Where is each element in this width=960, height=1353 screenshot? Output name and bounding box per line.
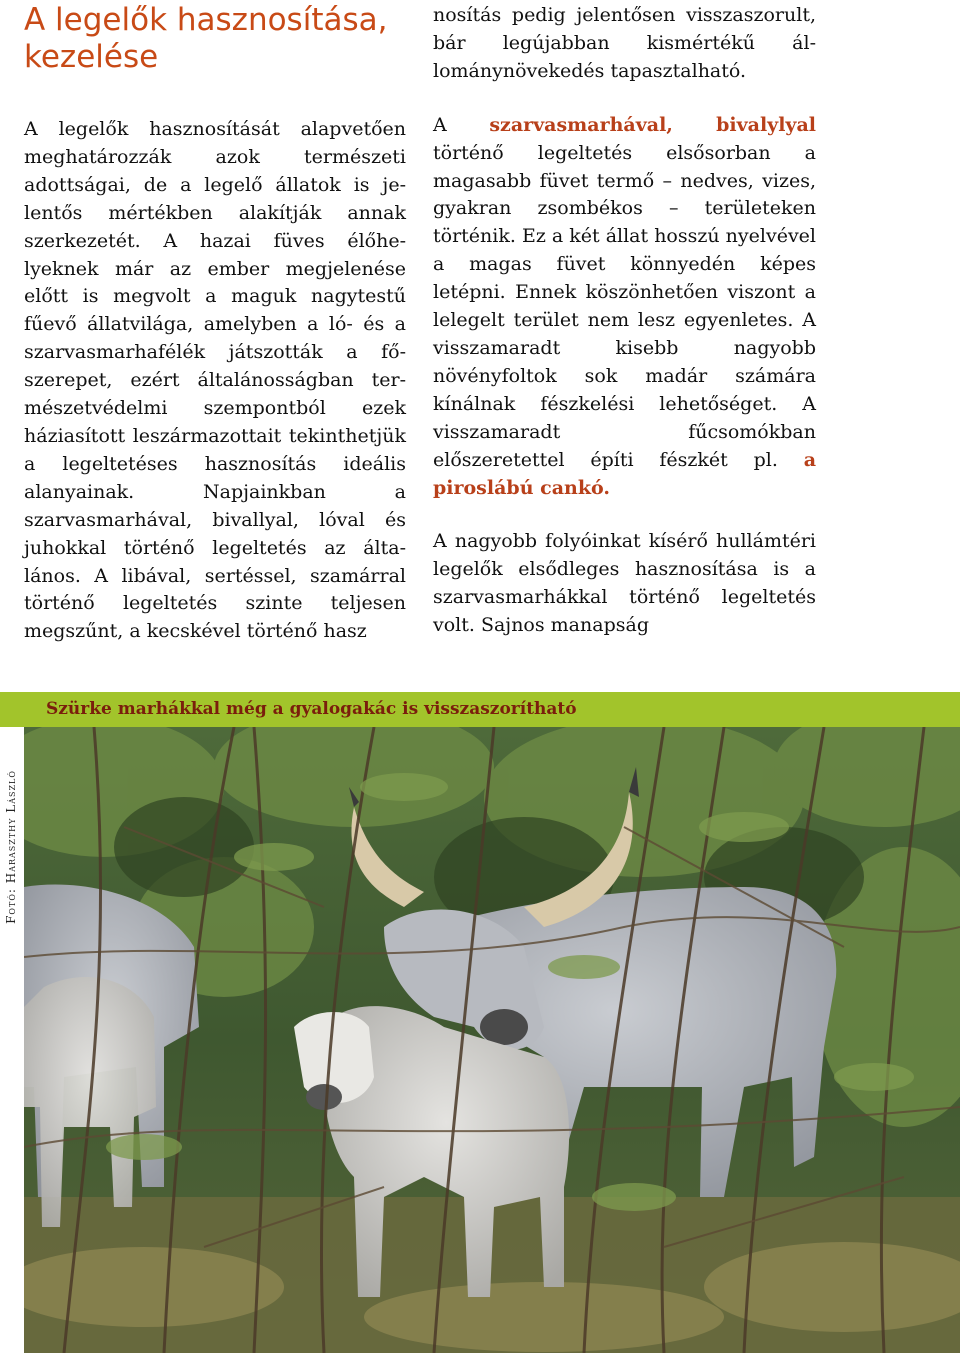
article-title: A legelők hasznosítása, kezelése — [24, 2, 388, 75]
paragraph-lead: A — [433, 113, 490, 136]
photo-credit-text: Fotó: Haraszthy László — [4, 770, 19, 924]
paragraph-body: történő legeltetés elsősorban a magasabb füvet termő – nedves, vizes, gyakran zsombékos – területeken történik. Ez a két állat hosszú nyelvével a magas füvet könnyedén képes letépni. Ennek köszönhetően viszont a lelegelt terület nem lesz egyenletes. A visszamaradt kisebb nagyobb növényfoltok sok madár számára kínálnak fészkelési lehetőséget. A visszamaradt fűcsomókban előszeretettel építi fészkét pl. — [433, 141, 816, 471]
floodplain-paragraph: A nagyobb folyóinkat kísérő hullámtéri legelők elsődleges hasznosítása is a szarvasmarhákkal történő legeltetés volt. Sajnos manapság — [433, 530, 816, 637]
intro-paragraph: A legelők hasznosítását alapvetően meghatározzák azok természeti adottságai, de a legelő állatok is jelentős mértékben alakítják annak szerkezetét. A hazai füves élőhelyeknek már az ember megjelenése előtt is megvolt a maguk nagytestű fűevő állatvilága, amelyben a ló- és a szarvasmarhafélék játszották a főszerepet, ezért általánosságban természetvédelmi szempontból ezek háziasított leszármazottait tekinthetjük a legeltetéses hasznosítás ideális alanyainak. Napjainkban a szarvasmarhával, bivallyal, lóval és juhokkal történő legeltetés az általános. A libával, sertéssel, szamárral történő legeltetés szinte teljesen megszűnt, a kecskével történő hasz — [24, 118, 406, 643]
cattle-photo-illustration — [24, 727, 960, 1353]
continuation-paragraph: nosítás pedig jelentősen visszaszorult, bár legújabban kismértékű állománynövekedés tapasztalható. — [433, 4, 816, 82]
photo-credit — [0, 727, 22, 967]
cattle-buffalo-paragraph — [433, 112, 816, 503]
left-column — [24, 116, 406, 646]
cattle-photo — [24, 727, 960, 1353]
right-column — [433, 2, 816, 640]
highlight-cattle-buffalo: szarvasmarhával, bivalylyal — [489, 113, 816, 136]
highlight-redshank: a piroslábú cankó. — [433, 448, 816, 499]
photo-caption: Szürke marhákkal még a gyalogakác is visszaszorítható — [0, 692, 960, 727]
